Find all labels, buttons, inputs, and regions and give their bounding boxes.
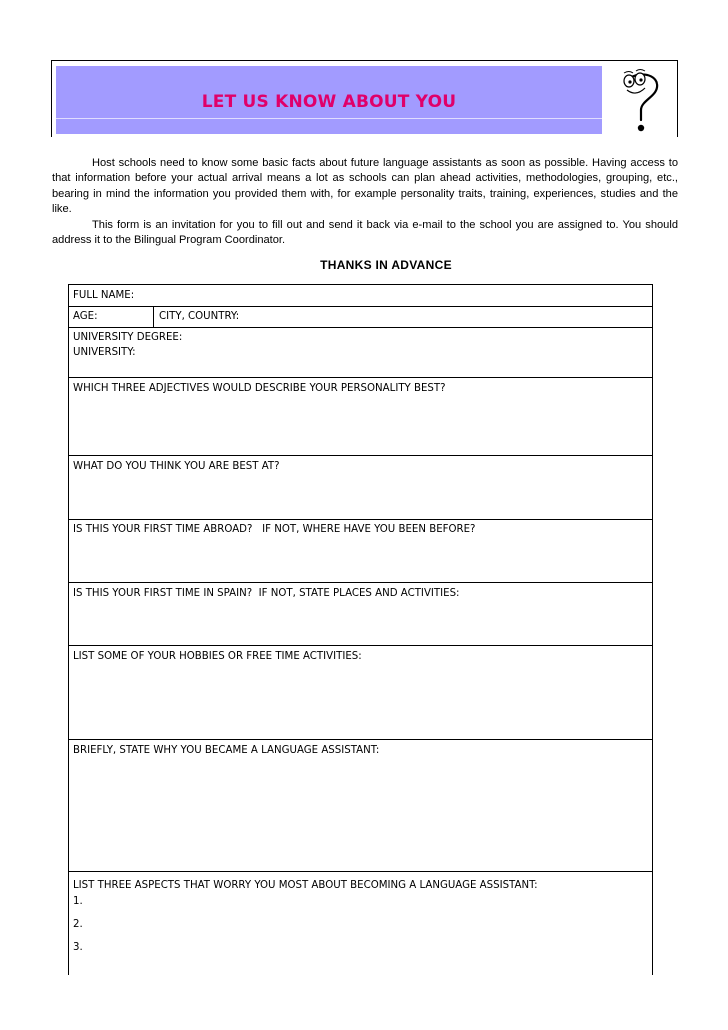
- adjectives-field[interactable]: [68, 378, 653, 456]
- worry-item-1: 1.: [73, 896, 83, 907]
- university-label: UNIVERSITY:: [73, 347, 136, 358]
- spain-field[interactable]: [68, 583, 653, 646]
- info-form: [68, 284, 653, 975]
- banner-divider: [56, 118, 602, 119]
- why-assistant-question: BRIEFLY, STATE WHY YOU BECAME A LANGUAGE ASSISTANT:: [73, 745, 380, 756]
- hobbies-field[interactable]: [68, 646, 653, 740]
- hobbies-question: LIST SOME OF YOUR HOBBIES OR FREE TIME ACTIVITIES:: [73, 651, 362, 662]
- city-country-field[interactable]: [154, 307, 652, 327]
- thanks-text: THANKS IN ADVANCE: [320, 258, 452, 272]
- thanks-heading: [0, 256, 728, 274]
- worry-item-2: 2.: [73, 919, 83, 930]
- best-at-field[interactable]: [68, 456, 653, 520]
- question-mark-face-icon: [605, 66, 673, 134]
- full-name-field[interactable]: [68, 284, 653, 307]
- university-degree-label: UNIVERSITY DEGREE:: [73, 332, 183, 343]
- intro-text: [52, 156, 678, 248]
- intro-paragraph-2: This form is an invitation for you to fill out and send it back via e-mail to the school you are assigned to. You should address it to the Bilingual Program Coordinator.: [52, 218, 678, 247]
- intro-paragraph-1: Host schools need to know some basic facts about future language assistants as soon as possible. Having access to that information before your actual arrival means a lot as schools can plan ahead activities, methodologies, grouping, etc., bearing in mind the information you provided them with, for example personality traits, training, experiences, studies and the like.: [52, 157, 678, 216]
- age-label: AGE:: [73, 311, 98, 322]
- best-at-question: WHAT DO YOU THINK YOU ARE BEST AT?: [73, 461, 280, 472]
- worry-item-3: 3.: [73, 942, 83, 953]
- full-name-label: FULL NAME:: [73, 290, 135, 301]
- why-assistant-field[interactable]: [68, 740, 653, 872]
- banner-background: [56, 66, 602, 134]
- adjectives-question: WHICH THREE ADJECTIVES WOULD DESCRIBE YOUR PERSONALITY BEST?: [73, 383, 446, 394]
- abroad-question: IS THIS YOUR FIRST TIME ABROAD? IF NOT, WHERE HAVE YOU BEEN BEFORE?: [73, 524, 476, 535]
- abroad-field[interactable]: [68, 520, 653, 583]
- spain-question: IS THIS YOUR FIRST TIME IN SPAIN? IF NOT, STATE PLACES AND ACTIVITIES:: [73, 588, 460, 599]
- worries-field[interactable]: [68, 872, 653, 975]
- worries-question: LIST THREE ASPECTS THAT WORRY YOU MOST ABOUT BECOMING A LANGUAGE ASSISTANT:: [73, 880, 538, 891]
- age-field[interactable]: [69, 307, 154, 327]
- city-country-label: CITY, COUNTRY:: [159, 311, 240, 322]
- header-banner: [51, 60, 678, 137]
- page-title: LET US KNOW ABOUT YOU: [201, 92, 457, 112]
- age-city-row: [68, 307, 653, 328]
- university-field[interactable]: [68, 328, 653, 378]
